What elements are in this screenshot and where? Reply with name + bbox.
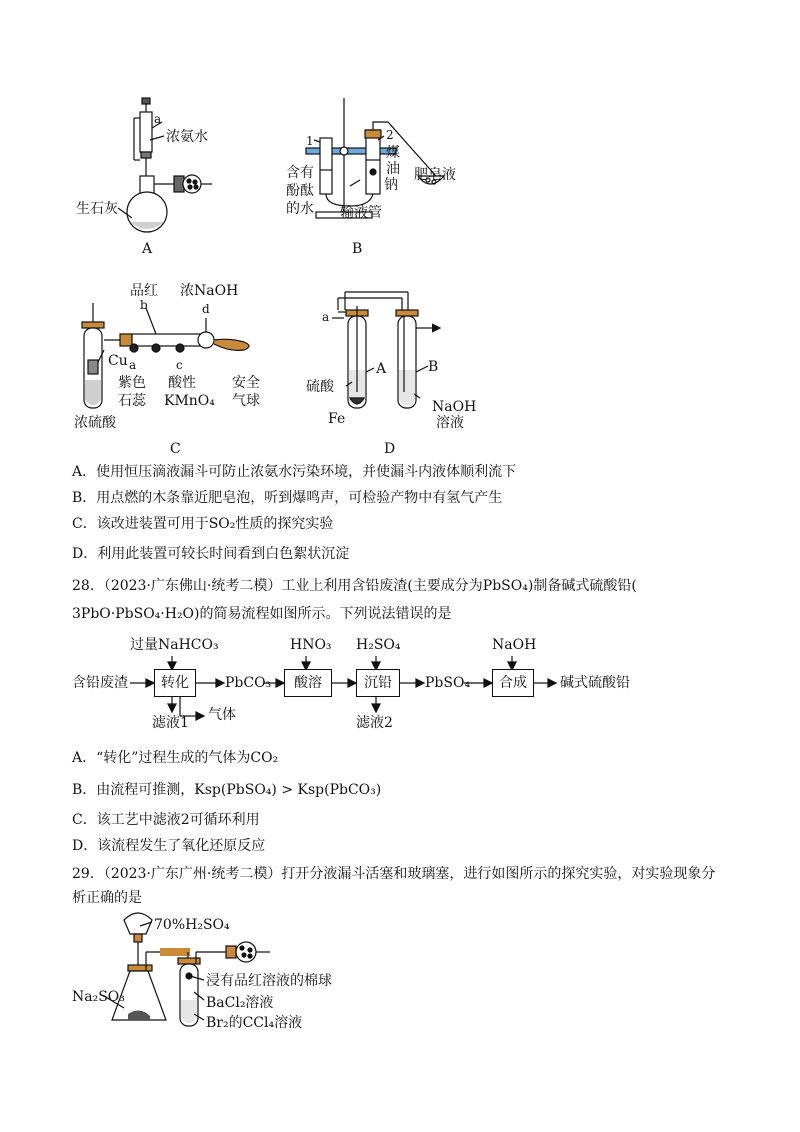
fig-letter-d: D (384, 441, 396, 457)
label-b-sodium: 钠 (384, 177, 398, 193)
label-b-water-1: 含有 (286, 165, 314, 181)
label-c-balloon-1: 安全 (232, 375, 260, 391)
flow-gas: 气体 (208, 707, 236, 723)
label-d-A: A (376, 361, 387, 377)
label-c-b: b (140, 298, 148, 312)
label-d-acid: 硫酸 (306, 379, 334, 395)
label-d-B: B (428, 359, 439, 375)
q28-option-a: A．“转化”过程生成的气体为CO₂ (72, 750, 279, 766)
label-b-1: 1 (306, 134, 314, 148)
label-a-ammonia: 浓氨水 (166, 129, 208, 145)
fig-letter-a: A (142, 241, 153, 257)
q29-label-salt: Na₂SO₃ (72, 989, 125, 1005)
flow-product-1: PbCO₃ (225, 675, 272, 691)
label-c-kmno4-2: KMnO₄ (164, 393, 215, 409)
flow-box-synthesis: 合成 (492, 669, 534, 697)
flow-reagent-1: 过量NaHCO₃ (130, 637, 219, 653)
label-c-kmno4-1: 酸性 (168, 375, 196, 391)
flow-reagent-4: NaOH (492, 637, 537, 653)
q29-label-bacl2: BaCl₂溶液 (206, 995, 274, 1011)
q27-option-c: C．该改进装置可用于SO₂性质的探究实验 (72, 516, 334, 532)
flow-box-acid-dissolve: 酸溶 (284, 669, 332, 697)
label-b-soap: 肥皂液 (414, 167, 456, 183)
label-b-kerosene-2: 油 (386, 161, 400, 177)
label-b-tube: 输液管 (340, 205, 382, 221)
flow-final: 碱式硫酸铅 (560, 675, 630, 691)
q29-label-cotton: 浸有品红溶液的棉球 (206, 973, 332, 989)
label-b-2: 2 (386, 128, 394, 142)
q29-label-br2: Br₂的CCl₄溶液 (206, 1015, 303, 1031)
label-d-a: a (322, 310, 330, 324)
apparatus-d-drawing (332, 292, 440, 408)
label-a-a: a (154, 112, 162, 126)
label-c-d: d (202, 302, 210, 316)
label-c-litmus-2: 石蕊 (118, 393, 146, 409)
flow-box-precipitate: 沉铅 (356, 669, 400, 697)
label-b-kerosene-1: 煤 (386, 145, 400, 161)
label-c-balloon-2: 气球 (232, 393, 260, 409)
label-d-naoh-1: NaOH (432, 399, 477, 415)
label-c-acid: 浓硫酸 (74, 415, 116, 431)
apparatus-b-drawing (306, 98, 444, 218)
fig-letter-b: B (352, 241, 363, 257)
label-c-pinhong: 品红 (130, 283, 158, 299)
q28-stem-line-2: 3PbO·PbSO₄·H₂O)的简易流程如图所示。下列说法错误的是 (72, 606, 452, 622)
q28-stem-line-1: 28．（2023·广东佛山·统考二模）工业上利用含铅废渣(主要成分为PbSO₄)制备碱式硫酸铅( (72, 578, 637, 594)
label-d-fe: Fe (328, 411, 346, 427)
label-c-c: c (176, 358, 183, 372)
label-b-water-2: 酚酞 (286, 183, 314, 199)
q28-option-b: B．由流程可推测，Ksp(PbSO₄) > Ksp(PbCO₃) (72, 782, 382, 798)
flow-reagent-3: H₂SO₄ (356, 637, 401, 653)
flow-box-transform: 转化 (154, 669, 196, 697)
q27-option-b: B．用点燃的木条靠近肥皂泡，听到爆鸣声，可检验产物中有氢气产生 (72, 490, 503, 506)
label-c-naoh: 浓NaOH (180, 283, 239, 299)
q29-stem-line-2: 析正确的是 (72, 890, 142, 906)
flow-product-3: PbSO₄ (425, 675, 471, 691)
flow-reagent-2: HNO₃ (290, 637, 332, 653)
label-b-water-3: 的水 (286, 201, 314, 217)
label-d-naoh-2: 溶液 (436, 415, 464, 431)
flow-filtrate-1: 滤液1 (152, 715, 189, 731)
flow-start: 含铅废渣 (72, 675, 128, 691)
apparatus-a-drawing (118, 98, 212, 232)
fig-letter-c: C (170, 441, 181, 457)
q27-option-d: D．利用此装置可较长时间看到白色絮状沉淀 (72, 546, 350, 562)
label-c-a: a (129, 358, 137, 372)
q27-option-a: A．使用恒压滴液漏斗可防止浓氨水污染环境，并使漏斗内液体顺利流下 (72, 464, 517, 480)
label-c-litmus-1: 紫色 (118, 375, 146, 391)
label-c-cu: Cu (108, 353, 128, 369)
q28-option-d: D．该流程发生了氧化还原反应 (72, 838, 266, 854)
flow-filtrate-2: 滤液2 (356, 715, 393, 731)
label-a-quicklime: 生石灰 (76, 201, 118, 217)
q29-label-acid: 70%H₂SO₄ (154, 917, 230, 933)
q28-option-c: C．该工艺中滤液2可循环利用 (72, 812, 260, 828)
q29-stem-line-1: 29．（2023·广东广州·统考二模）打开分液漏斗活塞和玻璃塞，进行如图所示的探究实验，对实验现象分 (72, 866, 716, 882)
